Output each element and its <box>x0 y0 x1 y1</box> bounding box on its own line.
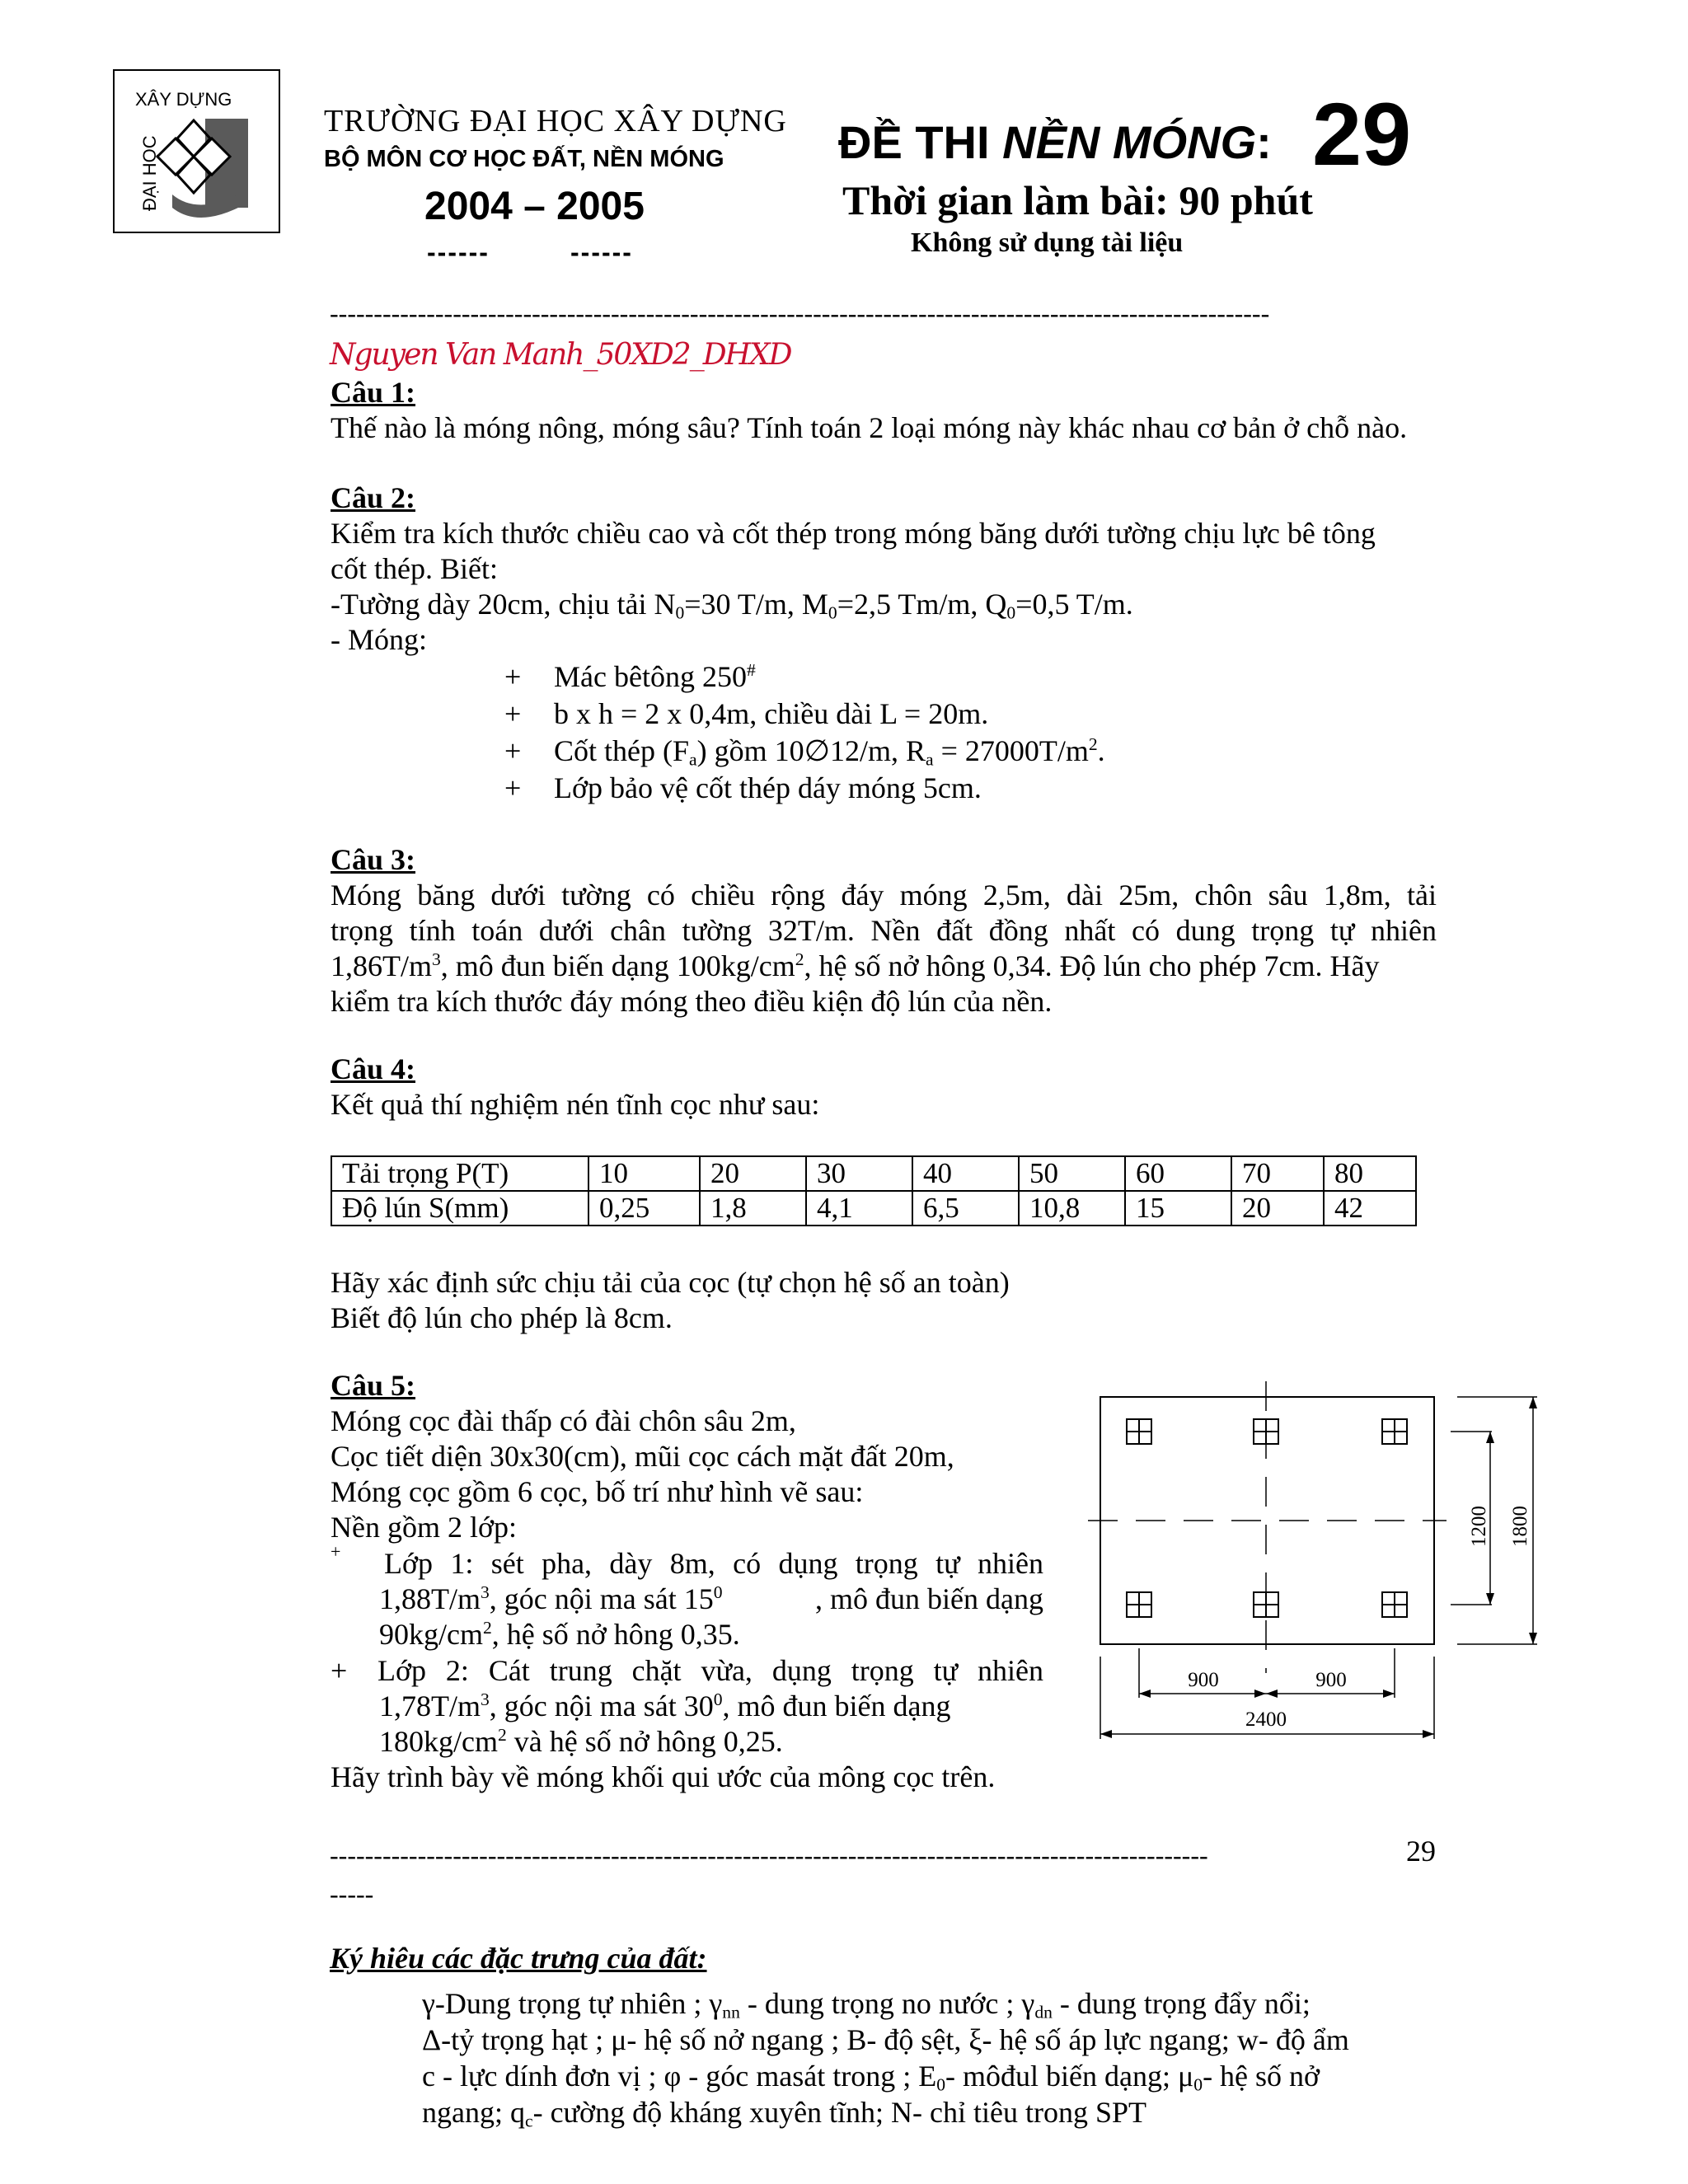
legend-line-3: c - lực dính đơn vị ; φ - góc masát trong ; $E_0-$ môđul biến dạng; $\mu_0-$ hệ số nở <box>422 2060 1320 2095</box>
table-cell: 42 <box>1324 1191 1416 1226</box>
question-3-line-3: $1,86T/m^3$, mô đun biến dạng $100kg/cm^2$, hệ số nở hông 0,34. Độ lún cho phép 7cm. Hãy <box>331 949 1380 982</box>
question-2-title: Câu 2: <box>331 481 416 514</box>
question-2-reinforcement: Cốt thép $(F_a)$ gồm 10∅12/m, $R_a = 27000T/m^2$. <box>554 734 1105 770</box>
divider-top: ----------------------------------------------------------------------------------------------------------- <box>330 298 1270 328</box>
bullet-marker: + <box>504 771 522 804</box>
pile-icon <box>1127 1592 1151 1617</box>
question-1-title: Câu 1: <box>331 376 416 409</box>
dash-right: ------ <box>570 237 633 267</box>
table-cell: 20 <box>1231 1191 1324 1226</box>
question-1-text: Thế nào là móng nông, móng sâu? Tính toán 2 loại móng này khác nhau cơ bản ở chỗ nào. <box>331 411 1408 444</box>
pile-load-test-table <box>331 1155 1417 1226</box>
exam-title: ĐỀ THI NỀN MÓNG: <box>838 116 1272 168</box>
table-cell: 40 <box>912 1156 1019 1191</box>
table-cell: 70 <box>1231 1156 1324 1191</box>
layer-1-line-3: $90kg/cm^2$, hệ số nở hông 0,35. <box>379 1618 740 1651</box>
layer-2-line-2: $1,78T/m^3$, góc nội ma sát $30^0$, mô đun biến dạng <box>379 1690 951 1722</box>
author-signature: Nguyen Van Manh_50XD2_DHXD <box>330 338 791 372</box>
dash-left: ------ <box>427 237 490 267</box>
legend-line-2: Δ-tỷ trọng hạt ; μ- hệ số nở ngang ; B- độ sệt, ξ- hệ số áp lực ngang; w- độ ẩm <box>422 2023 1349 2056</box>
layer-1-line-1: Lớp 1: sét pha, dày 8m, có dụng trọng tự nhiên <box>384 1547 1043 1580</box>
pile-layout-diagram <box>1063 1368 1558 1747</box>
question-4-task: Hãy xác định sức chịu tải của cọc (tự chọn hệ số an toàn) <box>331 1266 1010 1299</box>
question-4-intro: Kết quả thí nghiệm nén tĩnh cọc như sau: <box>331 1088 820 1121</box>
bullet-marker: + <box>504 697 522 730</box>
exam-number: 29 <box>1312 84 1412 184</box>
dimension-900-right-label: 900 <box>1315 1669 1347 1691</box>
department-name: BỘ MÔN CƠ HỌC ĐẤT, NỀN MÓNG <box>324 146 724 172</box>
question-2-wall-loads: -Tường dày 20cm, chịu tải $N_0=30$ T/m, $M_0=2,5$ Tm/m, $Q_0=0,5$ T/m. <box>331 588 1133 623</box>
table-cell: 6,5 <box>912 1191 1019 1226</box>
pile-icon <box>1254 1419 1278 1444</box>
layer-1-line-2: $1,88T/m^3$, góc nội ma sát $15^0$ , mô đun biến dạng <box>379 1582 1043 1615</box>
table-cell: 10 <box>588 1156 700 1191</box>
question-2-line-1: Kiểm tra kích thước chiều cao và cốt thép trong móng băng dưới tường chịu lực bê tông <box>331 517 1376 550</box>
question-3-line-1: Móng băng dưới tường có chiều rộng đáy móng 2,5m, dài 25m, chôn sâu 1,8m, tải <box>331 879 1437 912</box>
question-5-line-2: Cọc tiết diện 30x30(cm), mũi cọc cách mặt đất 20m, <box>331 1440 954 1473</box>
bullet-marker: + <box>504 734 522 767</box>
question-2-concrete-grade: Mác bêtông 250# <box>554 660 756 693</box>
dimension-1200-label: 1200 <box>1468 1506 1490 1547</box>
bullet-marker: + <box>331 1541 341 1562</box>
divider-bottom: ---------------------------------------------------------------------------------------------------- <box>330 1840 1208 1870</box>
bullet-marker: + <box>331 1654 348 1687</box>
question-5-line-1: Móng cọc đài thấp có đài chôn sâu 2m, <box>331 1404 796 1437</box>
pile-icon <box>1127 1419 1151 1444</box>
logo-icon <box>115 71 279 232</box>
question-5-title: Câu 5: <box>331 1369 416 1402</box>
question-5-line-4: Nền gồm 2 lớp: <box>331 1511 518 1544</box>
table-cell: 0,25 <box>588 1191 700 1226</box>
question-4-allowable-settlement: Biết độ lún cho phép là 8cm. <box>331 1301 673 1334</box>
question-3-line-4: kiểm tra kích thước đáy móng theo điều kiện độ lún của nền. <box>331 985 1053 1018</box>
no-documents-note: Không sử dụng tài liệu <box>911 227 1184 258</box>
question-2-line-2: cốt thép. Biết: <box>331 552 498 585</box>
pile-icon <box>1382 1592 1407 1617</box>
table-cell: 80 <box>1324 1156 1416 1191</box>
school-name: TRƯỜNG ĐẠI HỌC XÂY DỰNG <box>324 104 787 138</box>
exam-duration: Thời gian làm bài: 90 phút <box>842 177 1313 223</box>
academic-year: 2004 – 2005 <box>424 185 645 228</box>
legend-title: Ký hiêu các đặc trưng của đất: <box>330 1942 707 1975</box>
pile-icon <box>1382 1419 1407 1444</box>
question-4-title: Câu 4: <box>331 1052 416 1085</box>
dimension-2400-label: 2400 <box>1245 1708 1287 1731</box>
table-row <box>331 1156 1416 1191</box>
divider-bottom-tail: ----- <box>330 1879 374 1909</box>
logo-text-top: XÂY DỰNG <box>135 89 232 110</box>
table-cell: 15 <box>1125 1191 1231 1226</box>
legend-line-1: γ-Dung trọng tự nhiên ; $\gamma_{nn}$ - dung trọng no nước ; $\gamma_{dn}$ - dung trọng đẩy nổi; <box>422 1987 1311 2022</box>
table-cell: 60 <box>1125 1156 1231 1191</box>
table-cell: 4,1 <box>806 1191 912 1226</box>
dimension-1800-label: 1800 <box>1509 1506 1531 1547</box>
logo-text-side: ĐẠI HỌC <box>139 135 160 211</box>
layer-2-line-1: Lớp 2: Cát trung chặt vừa, dụng trọng tự nhiên <box>377 1654 1043 1687</box>
pile-icon <box>1254 1592 1278 1617</box>
question-3-line-2: trọng tính toán dưới chân tường 32T/m. Nền đất đồng nhất có dung trọng tự nhiên <box>331 914 1437 947</box>
layer-2-line-3: $180kg/cm^2$ và hệ số nở hông 0,25. <box>379 1725 783 1758</box>
table-cell: 1,8 <box>700 1191 806 1226</box>
question-5-task: Hãy trình bày về móng khối qui ước của mông cọc trên. <box>331 1760 996 1793</box>
question-2-dimensions: b x h = 2 x 0,4m, chiều dài L = 20m. <box>554 697 989 730</box>
table-cell: 10,8 <box>1019 1191 1125 1226</box>
question-2-foundation-label: - Móng: <box>331 623 427 656</box>
dimension-900-left-label: 900 <box>1188 1669 1219 1691</box>
university-logo <box>113 69 280 233</box>
table-cell: Tải trọng P(T) <box>331 1156 588 1191</box>
table-cell: 30 <box>806 1156 912 1191</box>
bullet-marker: + <box>504 660 522 693</box>
legend-line-4: ngang; $q_c-$ cường độ kháng xuyên tĩnh; N- chỉ tiêu trong SPT <box>422 2096 1147 2131</box>
table-cell: Độ lún S(mm) <box>331 1191 588 1226</box>
question-2-cover: Lớp bảo vệ cốt thép dáy móng 5cm. <box>554 771 982 804</box>
question-3-title: Câu 3: <box>331 843 416 876</box>
table-cell: 50 <box>1019 1156 1125 1191</box>
table-row <box>331 1191 1416 1226</box>
table-cell: 20 <box>700 1156 806 1191</box>
question-5-line-3: Móng cọc gồm 6 cọc, bố trí như hình vẽ sau: <box>331 1475 864 1508</box>
page-number: 29 <box>1406 1835 1436 1868</box>
